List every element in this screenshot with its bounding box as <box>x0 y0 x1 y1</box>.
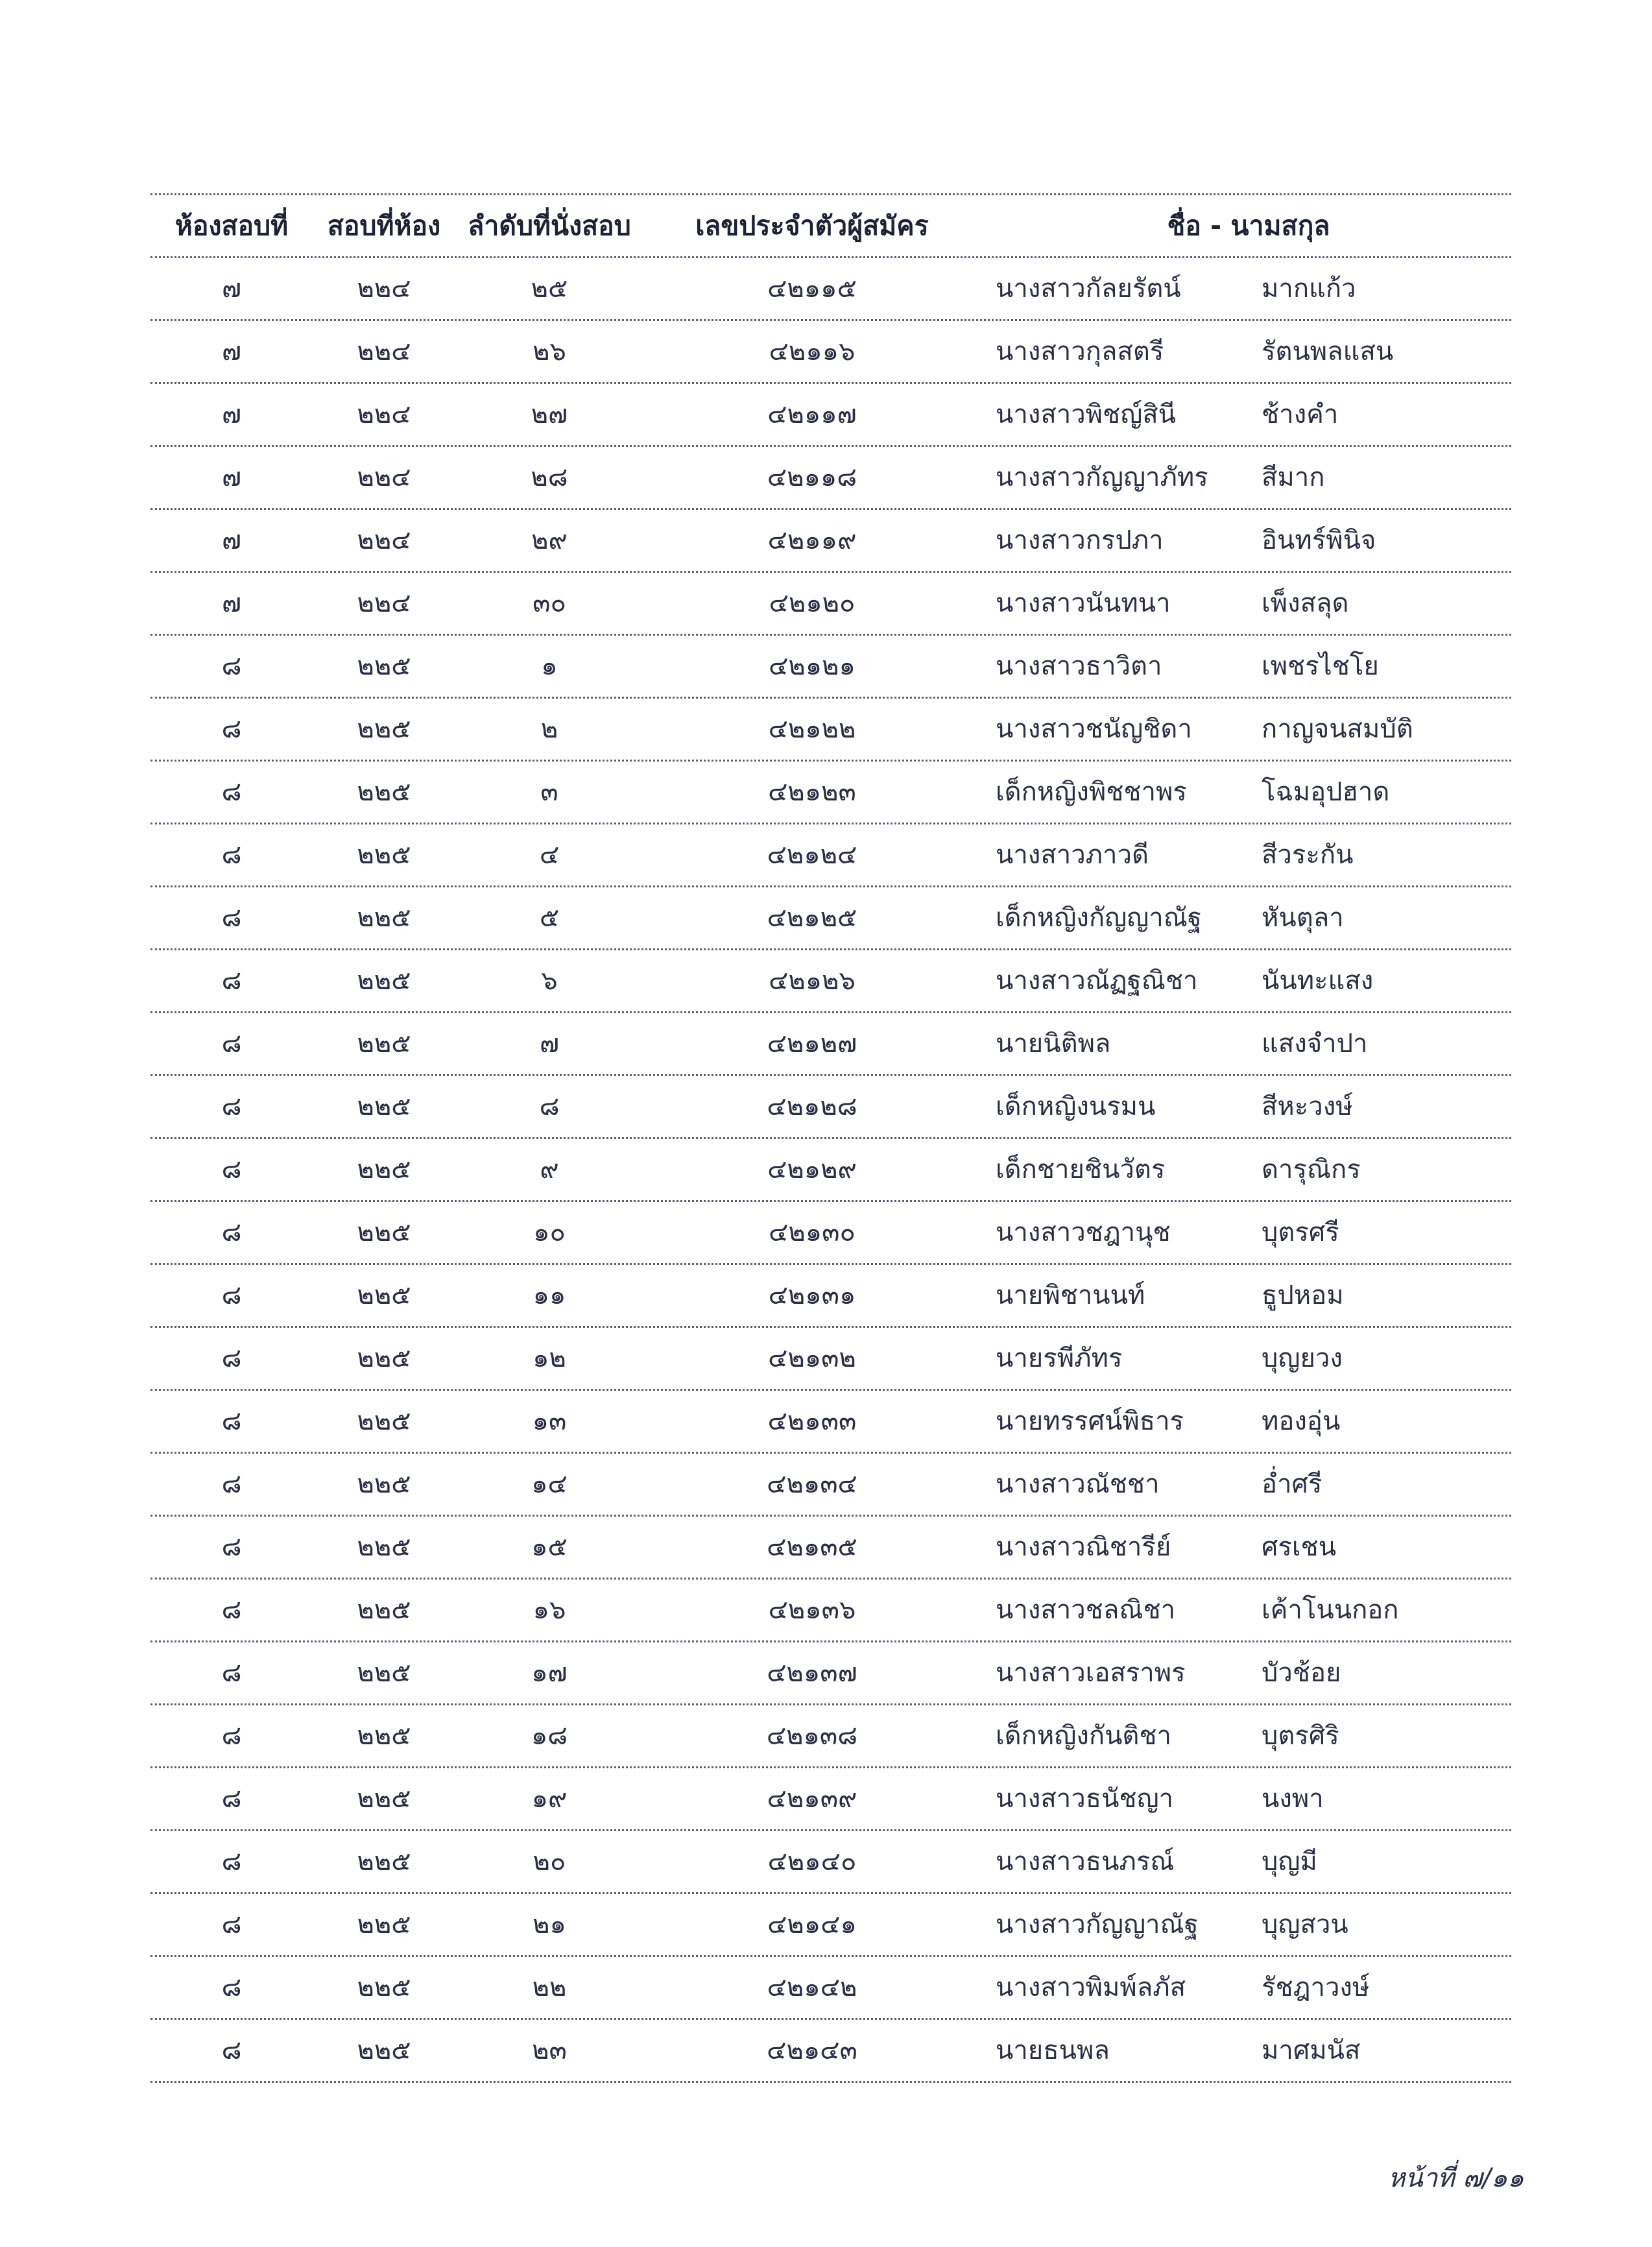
cell-room-number: ๒๒๕ <box>357 651 411 681</box>
header-applicant-id: เลขประจำตัวผู้สมัคร <box>695 210 929 241</box>
cell-last-name: บุญสวน <box>1262 1910 1348 1940</box>
cell-seat: ๒๐ <box>533 1847 566 1877</box>
cell-last-name: รัชฎาวงษ์ <box>1262 1973 1370 2002</box>
cell-first-name: เด็กชายชินวัตร <box>996 1155 1166 1184</box>
cell-last-name: เค้าโนนกอก <box>1262 1595 1399 1625</box>
cell-room: ๘ <box>221 1973 242 2002</box>
cell-seat: ๑๖ <box>533 1595 566 1625</box>
table-row <box>150 384 1511 447</box>
cell-seat: ๖ <box>541 966 558 996</box>
cell-room: ๘ <box>221 1155 242 1184</box>
table-row <box>150 824 1511 887</box>
cell-room-number: ๒๒๕ <box>357 1658 411 1688</box>
table-row <box>150 636 1511 699</box>
table-row <box>150 2020 1511 2083</box>
cell-applicant-id: ๔๒๑๒๔ <box>767 840 857 870</box>
cell-first-name: นางสาวณิชารีย์ <box>996 1532 1171 1562</box>
cell-room-number: ๒๒๔ <box>357 400 411 429</box>
header-room: ห้องสอบที่ <box>174 210 289 241</box>
table-row <box>150 1768 1511 1831</box>
cell-first-name: นางสาวณัฏฐณิชา <box>996 966 1198 996</box>
cell-room: ๘ <box>221 714 242 744</box>
header-name: ชื่อ - นามสกุล <box>1167 210 1330 241</box>
cell-applicant-id: ๔๒๑๔๒ <box>767 1973 857 2002</box>
cell-room: ๘ <box>221 651 242 681</box>
table-row <box>150 1265 1511 1328</box>
cell-room-number: ๒๒๕ <box>357 1218 411 1247</box>
cell-room-number: ๒๒๕ <box>357 840 411 870</box>
cell-room: ๘ <box>221 777 242 807</box>
cell-first-name: เด็กหญิงกัญญาณัฐ <box>996 903 1202 933</box>
cell-last-name: รัตนพลแสน <box>1262 337 1394 366</box>
cell-last-name: ทองอุ่น <box>1262 1406 1341 1436</box>
cell-applicant-id: ๔๒๑๒๕ <box>767 903 857 933</box>
cell-room: ๘ <box>221 1784 242 1814</box>
cell-room: ๗ <box>221 588 242 618</box>
cell-last-name: บัวช้อย <box>1262 1658 1341 1688</box>
cell-last-name: บุตรศรี <box>1262 1218 1339 1247</box>
table-row <box>150 1894 1511 1957</box>
cell-room: ๘ <box>221 1910 242 1940</box>
cell-seat: ๑๙ <box>531 1784 568 1814</box>
seating-table <box>150 193 1511 2083</box>
cell-applicant-id: ๔๒๑๔๓ <box>767 2036 857 2065</box>
cell-seat: ๗ <box>539 1029 560 1059</box>
page-number: หน้าที่ ๗/๑๑ <box>1388 2163 1524 2193</box>
cell-room-number: ๒๒๕ <box>357 903 411 933</box>
cell-first-name: นางสาวพิชญ์สินี <box>996 400 1177 429</box>
table-row <box>150 1202 1511 1265</box>
cell-seat: ๘ <box>539 1092 560 1122</box>
cell-seat: ๑ <box>541 651 558 681</box>
cell-seat: ๓๐ <box>533 588 566 618</box>
cell-room-number: ๒๒๕ <box>357 1155 411 1184</box>
cell-first-name: นายธนพล <box>996 2036 1110 2065</box>
cell-seat: ๑๒ <box>533 1343 566 1373</box>
cell-first-name: นางสาวกัลยรัตน์ <box>996 274 1181 304</box>
cell-first-name: นายรพีภัทร <box>996 1343 1123 1373</box>
cell-seat: ๒๕ <box>531 274 568 304</box>
cell-room: ๘ <box>221 1469 242 1499</box>
cell-last-name: ธูปหอม <box>1262 1280 1344 1310</box>
cell-room: ๘ <box>221 966 242 996</box>
cell-first-name: นางสาวชฎานุช <box>996 1218 1171 1247</box>
cell-room-number: ๒๒๕ <box>357 1406 411 1436</box>
table-row <box>150 258 1511 321</box>
cell-applicant-id: ๔๒๑๑๘ <box>767 463 857 492</box>
cell-room: ๗ <box>221 337 242 366</box>
cell-applicant-id: ๔๒๑๓๕ <box>767 1532 857 1562</box>
cell-applicant-id: ๔๒๑๑๕ <box>767 274 857 304</box>
table-row <box>150 1139 1511 1202</box>
cell-room: ๘ <box>221 1595 242 1625</box>
cell-seat: ๕ <box>539 903 560 933</box>
cell-room: ๗ <box>221 525 242 555</box>
cell-first-name: นางสาวกุลสตรี <box>996 337 1164 366</box>
cell-room-number: ๒๒๕ <box>357 1343 411 1373</box>
cell-applicant-id: ๔๒๑๒๐ <box>769 588 856 618</box>
cell-last-name: นันทะแสง <box>1262 966 1374 996</box>
cell-last-name: หันตุลา <box>1262 903 1344 933</box>
cell-room-number: ๒๒๔ <box>357 588 411 618</box>
cell-applicant-id: ๔๒๑๔๐ <box>767 1847 857 1877</box>
table-row <box>150 1013 1511 1076</box>
cell-room-number: ๒๒๔ <box>357 463 411 492</box>
cell-applicant-id: ๔๒๑๑๖ <box>769 337 856 366</box>
cell-last-name: บุญยวง <box>1262 1343 1343 1373</box>
table-row <box>150 1642 1511 1705</box>
cell-room-number: ๒๒๕ <box>357 714 411 744</box>
cell-room-number: ๒๒๕ <box>357 1280 411 1310</box>
cell-room: ๘ <box>221 1280 242 1310</box>
cell-room: ๘ <box>221 1092 242 1122</box>
cell-seat: ๒๘ <box>531 463 568 492</box>
cell-applicant-id: ๔๒๑๒๘ <box>767 1092 857 1122</box>
cell-room-number: ๒๒๕ <box>357 1595 411 1625</box>
cell-applicant-id: ๔๒๑๓๔ <box>767 1469 857 1499</box>
cell-last-name: ช้างคำ <box>1262 400 1339 429</box>
header-room-number: สอบที่ห้อง <box>327 210 441 241</box>
table-row <box>150 1454 1511 1517</box>
cell-seat: ๓ <box>540 777 558 807</box>
cell-applicant-id: ๔๒๑๒๙ <box>767 1155 857 1184</box>
cell-seat: ๙ <box>540 1155 559 1184</box>
cell-last-name: อินทร์พินิจ <box>1262 525 1376 555</box>
cell-applicant-id: ๔๒๑๓๑ <box>768 1280 856 1310</box>
cell-first-name: นางสาวพิมพ์ลภัส <box>996 1973 1186 2002</box>
table-row <box>150 1328 1511 1391</box>
cell-last-name: สีหะวงษ์ <box>1262 1092 1353 1122</box>
cell-room-number: ๒๒๕ <box>357 1029 411 1059</box>
cell-applicant-id: ๔๒๑๓๖ <box>768 1595 856 1625</box>
cell-applicant-id: ๔๒๑๑๗ <box>767 400 857 429</box>
cell-first-name: นางสาวกัญญาภัทร <box>996 463 1208 492</box>
cell-applicant-id: ๔๒๑๓๐ <box>769 1218 856 1247</box>
cell-seat: ๑๐ <box>533 1218 566 1247</box>
table-row <box>150 1391 1511 1454</box>
cell-seat: ๑๓ <box>532 1406 567 1436</box>
cell-last-name: มากแก้ว <box>1262 274 1356 304</box>
cell-first-name: นายทรรศน์พิธาร <box>996 1406 1184 1436</box>
cell-room: ๘ <box>221 1847 242 1877</box>
cell-first-name: เด็กหญิงนรมน <box>996 1092 1156 1122</box>
cell-seat: ๒๖ <box>533 337 566 366</box>
cell-last-name: สีวระกัน <box>1262 840 1354 870</box>
cell-room-number: ๒๒๕ <box>357 1469 411 1499</box>
cell-room-number: ๒๒๕ <box>357 966 411 996</box>
cell-seat: ๒๓ <box>532 2036 567 2065</box>
cell-seat: ๑๔ <box>531 1469 568 1499</box>
table-row <box>150 887 1511 950</box>
cell-room: ๘ <box>221 1343 242 1373</box>
cell-seat: ๑๑ <box>533 1280 566 1310</box>
cell-last-name: เพชรไชโย <box>1262 651 1379 681</box>
cell-room: ๗ <box>221 274 242 304</box>
table-header <box>150 195 1511 258</box>
header-seat: ลำดับที่นั่งสอบ <box>468 210 631 241</box>
cell-room-number: ๒๒๔ <box>357 525 411 555</box>
cell-applicant-id: ๔๒๑๓๒ <box>768 1343 856 1373</box>
cell-room-number: ๒๒๕ <box>357 1910 411 1940</box>
cell-first-name: นางสาวภาวดี <box>996 840 1149 870</box>
table-row <box>150 321 1511 384</box>
cell-room-number: ๒๒๕ <box>357 777 411 807</box>
table-row <box>150 762 1511 824</box>
cell-room: ๘ <box>221 1406 242 1436</box>
cell-last-name: สีมาก <box>1262 463 1325 492</box>
table-row <box>150 1831 1511 1894</box>
cell-last-name: กาญจนสมบัติ <box>1262 714 1413 744</box>
cell-last-name: ศรเชน <box>1262 1532 1337 1562</box>
cell-last-name: มาศมนัส <box>1262 2036 1361 2065</box>
table-row <box>150 447 1511 510</box>
cell-applicant-id: ๔๒๑๒๗ <box>767 1029 857 1059</box>
table-row <box>150 699 1511 762</box>
cell-room: ๘ <box>221 1721 242 1751</box>
cell-last-name: นงพา <box>1262 1784 1324 1814</box>
cell-first-name: นางสาวธนัชญา <box>996 1784 1174 1814</box>
cell-room: ๘ <box>221 903 242 933</box>
table-body <box>150 258 1511 2083</box>
cell-first-name: นางสาวชนัญชิดา <box>996 714 1192 744</box>
cell-room-number: ๒๒๔ <box>357 337 411 366</box>
cell-first-name: นางสาวธนภรณ์ <box>996 1847 1175 1877</box>
cell-applicant-id: ๔๒๑๒๑ <box>769 651 856 681</box>
cell-applicant-id: ๔๒๑๔๑ <box>767 1910 857 1940</box>
cell-room-number: ๒๒๕ <box>357 1847 411 1877</box>
cell-room-number: ๒๒๕ <box>357 1784 411 1814</box>
table-row <box>150 1957 1511 2020</box>
cell-last-name: แสงจำปา <box>1262 1029 1368 1059</box>
cell-first-name: นายนิติพล <box>996 1029 1111 1059</box>
cell-last-name: ดารุณิกร <box>1262 1155 1361 1184</box>
cell-last-name: อ่ำศรี <box>1262 1469 1323 1499</box>
cell-first-name: เด็กหญิงกันติชา <box>996 1721 1171 1751</box>
cell-first-name: นางสาวนันทนา <box>996 588 1171 618</box>
cell-seat: ๔ <box>539 840 560 870</box>
cell-seat: ๑๕ <box>531 1532 568 1562</box>
cell-first-name: นางสาวเอสราพร <box>996 1658 1186 1688</box>
cell-seat: ๑๘ <box>531 1721 568 1751</box>
table-row <box>150 1705 1511 1768</box>
cell-first-name: นางสาวกัญญาณัฐ <box>996 1910 1199 1940</box>
cell-room-number: ๒๒๕ <box>357 1721 411 1751</box>
cell-room: ๘ <box>221 1218 242 1247</box>
cell-last-name: บุญมี <box>1262 1847 1317 1877</box>
table-row <box>150 510 1511 573</box>
cell-applicant-id: ๔๒๑๒๓ <box>768 777 856 807</box>
cell-first-name: นางสาวณัชชา <box>996 1469 1160 1499</box>
cell-first-name: นางสาวธาวิตา <box>996 651 1162 681</box>
cell-first-name: นางสาวชลณิชา <box>996 1595 1176 1625</box>
cell-room: ๘ <box>221 1658 242 1688</box>
cell-applicant-id: ๔๒๑๓๙ <box>767 1784 857 1814</box>
cell-applicant-id: ๔๒๑๓๓ <box>767 1406 857 1436</box>
cell-applicant-id: ๔๒๑๓๘ <box>766 1721 858 1751</box>
cell-seat: ๒๙ <box>531 525 568 555</box>
cell-seat: ๒๗ <box>531 400 568 429</box>
table-row <box>150 1517 1511 1580</box>
cell-room: ๘ <box>221 1029 242 1059</box>
cell-applicant-id: ๔๒๑๑๙ <box>767 525 857 555</box>
cell-last-name: โฉมอุปฮาด <box>1262 777 1390 807</box>
cell-room: ๘ <box>221 1532 242 1562</box>
cell-seat: ๒ <box>540 714 558 744</box>
table-row <box>150 573 1511 636</box>
cell-applicant-id: ๔๒๑๒๖ <box>769 966 856 996</box>
cell-room: ๗ <box>221 400 242 429</box>
cell-first-name: นางสาวกรปภา <box>996 525 1164 555</box>
table-row <box>150 950 1511 1013</box>
cell-last-name: บุตรศิริ <box>1262 1721 1339 1751</box>
cell-applicant-id: ๔๒๑๓๗ <box>767 1658 857 1688</box>
cell-room-number: ๒๒๕ <box>357 1532 411 1562</box>
cell-first-name: เด็กหญิงพิชชาพร <box>996 777 1187 807</box>
cell-seat: ๑๗ <box>531 1658 568 1688</box>
cell-room-number: ๒๒๕ <box>357 1973 411 2002</box>
cell-last-name: เพ็งสลุด <box>1262 588 1349 618</box>
cell-room-number: ๒๒๕ <box>357 1092 411 1122</box>
table-row <box>150 1580 1511 1642</box>
cell-seat: ๒๒ <box>532 1973 567 2002</box>
cell-room: ๘ <box>221 2036 242 2065</box>
cell-room-number: ๒๒๕ <box>357 2036 411 2065</box>
cell-applicant-id: ๔๒๑๒๒ <box>768 714 856 744</box>
cell-room: ๘ <box>221 840 242 870</box>
table-row <box>150 1076 1511 1139</box>
cell-seat: ๒๑ <box>533 1910 566 1940</box>
cell-first-name: นายพิชานนท์ <box>996 1280 1145 1310</box>
cell-room-number: ๒๒๔ <box>357 274 411 304</box>
cell-room: ๗ <box>221 463 242 492</box>
